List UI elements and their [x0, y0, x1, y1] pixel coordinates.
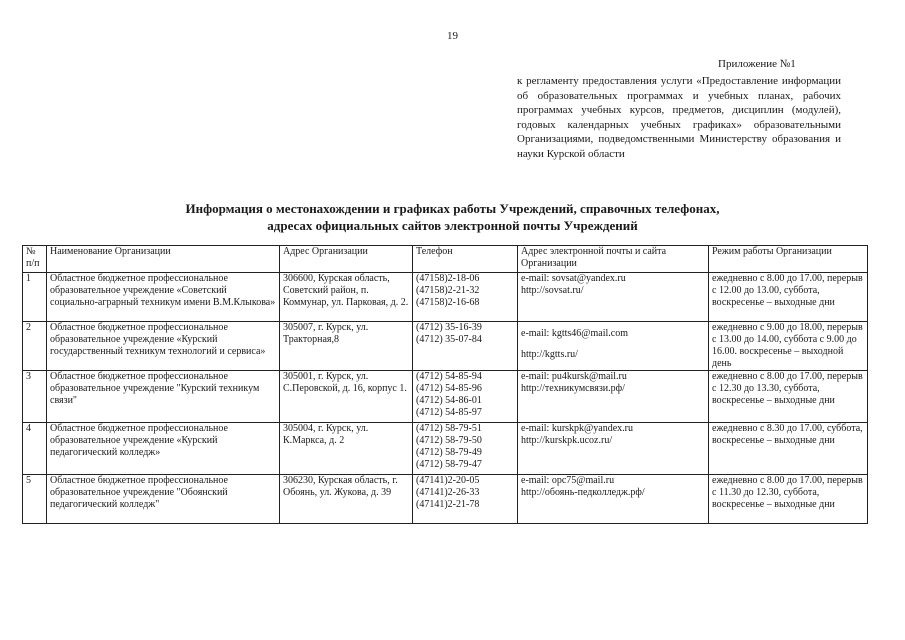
- organizations-table: [22, 245, 868, 524]
- document-title-line-1: Информация о местонахождении и графиках работы Учреждений, справочных телефонах,: [185, 201, 720, 216]
- row-schedule: ежедневно с 8.30 до 17.00, суббота, воскресенье – выходные дни: [709, 423, 868, 475]
- website-link[interactable]: http://обоянь-педколледж.рф/: [521, 487, 645, 498]
- row-contacts: [518, 322, 709, 371]
- row-address: 306230, Курская область, г. Обоянь, ул. Жукова, д. 39: [280, 475, 413, 524]
- table-row: [23, 423, 868, 475]
- phone-number: (4712) 54-85-96: [416, 383, 482, 394]
- email-link[interactable]: e-mail: kurskpk@yandex.ru: [521, 423, 633, 434]
- row-schedule: ежедневно с 9.00 до 18.00, перерыв с 13.00 до 14.00, суббота с 9.00 до 16.00. воскресенье – выходной день: [709, 322, 868, 371]
- header-email: Адрес электронной почты и сайта Организации: [518, 246, 709, 273]
- email-link[interactable]: e-mail: pu4kursk@mail.ru: [521, 371, 627, 382]
- document-title: [100, 200, 805, 234]
- table-row: [23, 475, 868, 524]
- row-schedule: ежедневно с 8.00 до 17.00, перерыв с 12.00 до 13.00, суббота, воскресенье – выходные дни: [709, 273, 868, 322]
- row-phones: [413, 423, 518, 475]
- phone-number: (47141)2-21-78: [416, 499, 480, 510]
- table-row: [23, 371, 868, 423]
- header-phone: Телефон: [413, 246, 518, 273]
- phone-number: (47141)2-26-33: [416, 487, 480, 498]
- row-name: Областное бюджетное профессиональное образовательное учреждение «Курский педагогический колледж»: [47, 423, 280, 475]
- row-num: 4: [23, 423, 47, 475]
- row-name: Областное бюджетное профессиональное образовательное учреждение «Советский социально-аграрный техникум имени В.М.Клыкова»: [47, 273, 280, 322]
- email-link[interactable]: e-mail: kgtts46@mail.com: [521, 328, 628, 339]
- phone-number: (4712) 58-79-47: [416, 459, 482, 470]
- row-name: Областное бюджетное профессиональное образовательное учреждение «Курский государственный техникум технологий и сервиса»: [47, 322, 280, 371]
- row-address: 305004, г. Курск, ул. К.Маркса, д. 2: [280, 423, 413, 475]
- row-address: 305001, г. Курск, ул. С.Перовской, д. 16, корпус 1.: [280, 371, 413, 423]
- header-num: № п/п: [23, 246, 47, 273]
- appendix-title: Приложение №1: [718, 58, 796, 70]
- email-link[interactable]: e-mail: sovsat@yandex.ru: [521, 273, 626, 284]
- phone-number: (4712) 35-07-84: [416, 334, 482, 345]
- row-num: 3: [23, 371, 47, 423]
- row-phones: [413, 371, 518, 423]
- phone-number: (47158)2-21-32: [416, 285, 480, 296]
- row-phones: [413, 273, 518, 322]
- row-address: 305007, г. Курск, ул. Тракторная,8: [280, 322, 413, 371]
- email-link[interactable]: e-mail: opc75@mail.ru: [521, 475, 615, 486]
- row-contacts: [518, 475, 709, 524]
- row-phones: [413, 475, 518, 524]
- row-name: Областное бюджетное профессиональное образовательное учреждение "Обоянский педагогический колледж": [47, 475, 280, 524]
- website-link[interactable]: http://kgtts.ru/: [521, 349, 578, 360]
- phone-number: (4712) 54-85-97: [416, 407, 482, 418]
- phone-number: (47158)2-18-06: [416, 273, 480, 284]
- phone-number: (4712) 58-79-51: [416, 423, 482, 434]
- header-name: Наименование Организации: [47, 246, 280, 273]
- website-link[interactable]: http://kurskpk.ucoz.ru/: [521, 435, 613, 446]
- row-contacts: [518, 423, 709, 475]
- page-number: 19: [447, 30, 458, 42]
- row-name: Областное бюджетное профессиональное образовательное учреждение "Курский техникум связи": [47, 371, 280, 423]
- document-title-line-2: адресах официальных сайтов электронной почты Учреждений: [267, 218, 638, 233]
- row-contacts: [518, 273, 709, 322]
- header-address: Адрес Организации: [280, 246, 413, 273]
- row-num: 1: [23, 273, 47, 322]
- phone-number: (4712) 35-16-39: [416, 322, 482, 333]
- row-contacts: [518, 371, 709, 423]
- appendix-description: к регламенту предоставления услуги «Предоставление информации об образовательных программах и учебных планах, рабочих программах учебных курсов, предметов, дисциплин (модулей), годовых календарных учебных графиках» образовательными Организациями, подведомственными Министерству образования и науки Курской области: [517, 75, 841, 160]
- website-link[interactable]: http://sovsat.ru/: [521, 285, 584, 296]
- row-phones: [413, 322, 518, 371]
- phone-number: (4712) 54-86-01: [416, 395, 482, 406]
- header-schedule: Режим работы Организации: [709, 246, 868, 273]
- phone-number: (4712) 58-79-49: [416, 447, 482, 458]
- phone-number: (4712) 58-79-50: [416, 435, 482, 446]
- phone-number: (4712) 54-85-94: [416, 371, 482, 382]
- table-row: [23, 273, 868, 322]
- row-schedule: ежедневно с 8.00 до 17.00, перерыв с 12.30 до 13.30, суббота, воскресенье – выходные дни: [709, 371, 868, 423]
- table-header-row: [23, 246, 868, 273]
- row-num: 5: [23, 475, 47, 524]
- row-schedule: ежедневно с 8.00 до 17.00, перерыв с 11.30 до 12.30, суббота, воскресенье – выходные дни: [709, 475, 868, 524]
- table-row: [23, 322, 868, 371]
- phone-number: (47158)2-16-68: [416, 297, 480, 308]
- website-link[interactable]: http://техникумсвязи.рф/: [521, 383, 625, 394]
- phone-number: (47141)2-20-05: [416, 475, 480, 486]
- row-num: 2: [23, 322, 47, 371]
- row-address: 306600, Курская область, Советский район, п. Коммунар, ул. Парковая, д. 2.: [280, 273, 413, 322]
